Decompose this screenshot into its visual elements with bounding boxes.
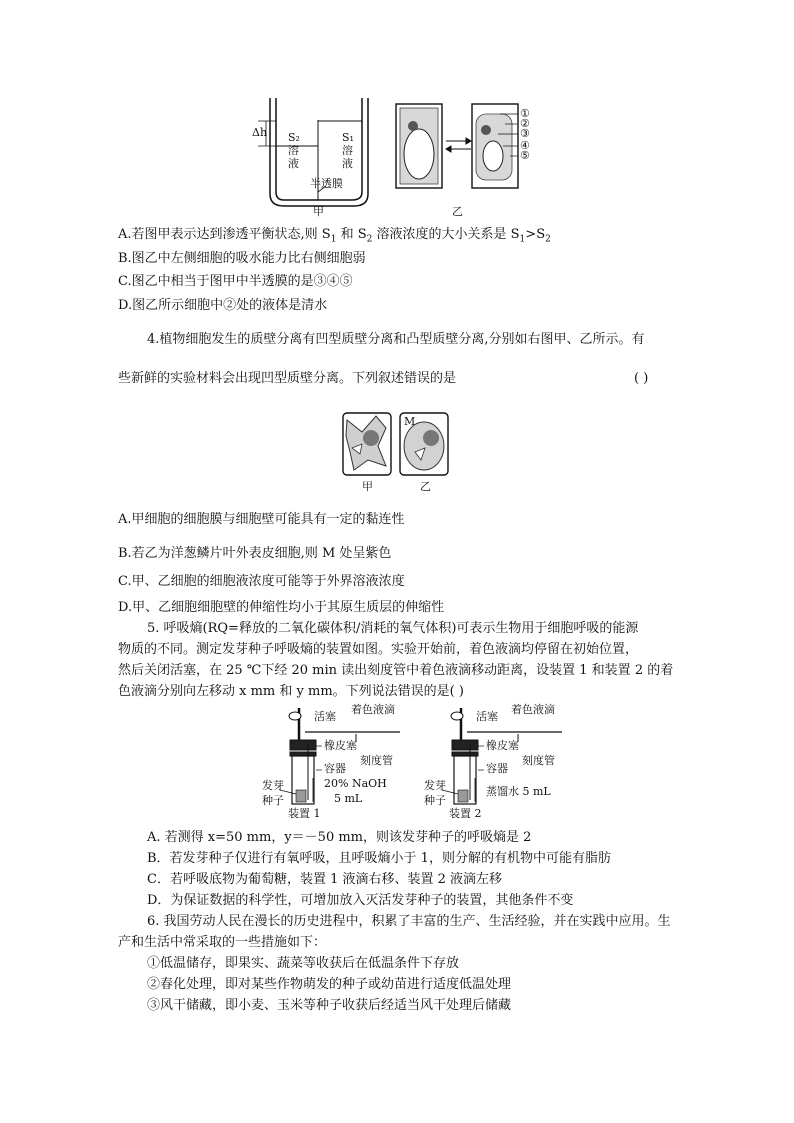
marker-2: ②: [520, 117, 530, 130]
device1-seed-1: 发芽: [262, 779, 284, 792]
q5-stem-3: 然后关闭活塞，在 25 ℃下经 20 min 读出刻度管中着色液滴移动距离，设装置 1 和装置 2 的着: [118, 663, 674, 678]
device1-seed-2: 种子: [262, 794, 284, 807]
s2-label-1: S₂: [288, 131, 300, 144]
q6-stem-1: 6. 我国劳动人民在漫长的历史进程中，积累了丰富的生产、生活经验，并在实践中应用。生: [147, 914, 671, 929]
cell-jia-label: 甲: [362, 480, 373, 493]
q4-option-d: D.甲、乙细胞细胞壁的伸缩性均小于其原生质层的伸缩性: [118, 600, 445, 615]
device2-seed-2: 种子: [424, 794, 446, 807]
cell-yi-label: 乙: [420, 480, 431, 493]
q5-stem-1: 5. 呼吸熵(RQ=释放的二氧化碳体积/消耗的氧气体积)可表示生物用于细胞呼吸的能源: [147, 621, 639, 636]
device2-tube: 刻度管: [522, 754, 555, 767]
q6-item-3: ③风干储藏，即小麦、玉米等种子收获后经适当风干处理后储藏: [147, 998, 512, 1013]
device1-container: 容器: [324, 762, 346, 775]
figure-label-jia: 甲: [313, 205, 324, 218]
device1-stopper: 橡皮塞: [324, 739, 357, 752]
device2-seed-1: 发芽: [424, 779, 446, 792]
q4-option-b: B.若乙为洋葱鳞片叶外表皮细胞,则 M 处呈紫色: [118, 546, 392, 561]
q4-option-c: C.甲、乙细胞的细胞液浓度可能等于外界溶液浓度: [118, 574, 405, 589]
q4-answer-paren: ( ): [634, 371, 649, 386]
q4-stem-1: 4.植物细胞发生的质壁分离有凹型质壁分离和凸型质壁分离,分别如右图甲、乙所示。有: [147, 332, 645, 347]
s2-label-2: 溶: [288, 144, 299, 157]
device2-drop: 着色液滴: [511, 703, 555, 716]
q6-item-2: ②春化处理，即对某些作物萌发的种子或幼苗进行适度低温处理: [147, 977, 512, 992]
device1-solution-2: 5 mL: [334, 792, 363, 805]
membrane-label: 半透膜: [310, 177, 343, 190]
marker-4: ④: [520, 139, 530, 152]
q6-item-1: ①低温储存，即果实、蔬菜等收获后在低温条件下存放: [147, 956, 460, 971]
device1-valve: 活塞: [314, 710, 336, 723]
marker-1: ①: [520, 107, 530, 120]
q4-option-a: A.甲细胞的细胞膜与细胞壁可能具有一定的黏连性: [118, 512, 405, 527]
s1-label-2: 溶: [342, 144, 353, 157]
q3-option-d: D.图乙所示细胞中②处的液体是清水: [118, 298, 328, 313]
s2-label-3: 液: [288, 157, 299, 170]
m-label: M: [404, 415, 416, 428]
q6-stem-2: 产和生活中常采取的一些措施如下：: [118, 935, 327, 950]
q3-option-b: B.图乙中左侧细胞的吸水能力比右侧细胞弱: [118, 251, 366, 266]
device2-container: 容器: [486, 762, 508, 775]
marker-3: ③: [520, 127, 530, 140]
device2-stopper: 橡皮塞: [486, 739, 519, 752]
q5-stem-4: 色液滴分别向左移动 x mm 和 y mm。下列说法错误的是( ): [118, 684, 464, 699]
device1-solution-1: 20% NaOH: [324, 777, 387, 790]
device2-valve: 活塞: [476, 710, 498, 723]
marker-5: ⑤: [520, 149, 530, 162]
q4-stem-2: 些新鲜的实验材料会出现凹型质壁分离。下列叙述错误的是: [118, 371, 457, 386]
device1-name: 装置 1: [288, 807, 321, 820]
q5-option-b: B．若发芽种子仅进行有氧呼吸，且呼吸熵小于 1，则分解的有机物中可能有脂肪: [147, 851, 611, 866]
q3-option-c: C.图乙中相当于图甲中半透膜的是③④⑤: [118, 274, 353, 289]
s1-label-3: 液: [342, 157, 353, 170]
device1-drop: 着色液滴: [351, 703, 395, 716]
delta-h-label: Δh: [252, 126, 268, 139]
s1-label-1: S₁: [342, 131, 354, 144]
device2-name: 装置 2: [449, 807, 482, 820]
figure-label-yi: 乙: [452, 205, 463, 218]
device2-solution: 蒸馏水 5 mL: [486, 785, 551, 798]
q5-option-a: A. 若测得 x=50 mm，y＝－50 mm，则该发芽种子的呼吸熵是 2: [147, 830, 532, 845]
q3-option-a: A.若图甲表示达到渗透平衡状态,则 $S_1$ 和 $S_2$ 溶液浓度的大小关系是 $S_1>S_2$: [118, 227, 551, 245]
q5-option-d: D．为保证数据的科学性，可增加放入灭活发芽种子的装置，其他条件不变: [147, 893, 574, 908]
device1-tube: 刻度管: [360, 754, 393, 767]
q5-stem-2: 物质的不同。测定发芽种子呼吸熵的装置如图。实验开始前，着色液滴均停留在初始位置，: [118, 642, 639, 657]
q5-option-c: C．若呼吸底物为葡萄糖，装置 1 液滴右移、装置 2 液滴左移: [147, 872, 503, 887]
